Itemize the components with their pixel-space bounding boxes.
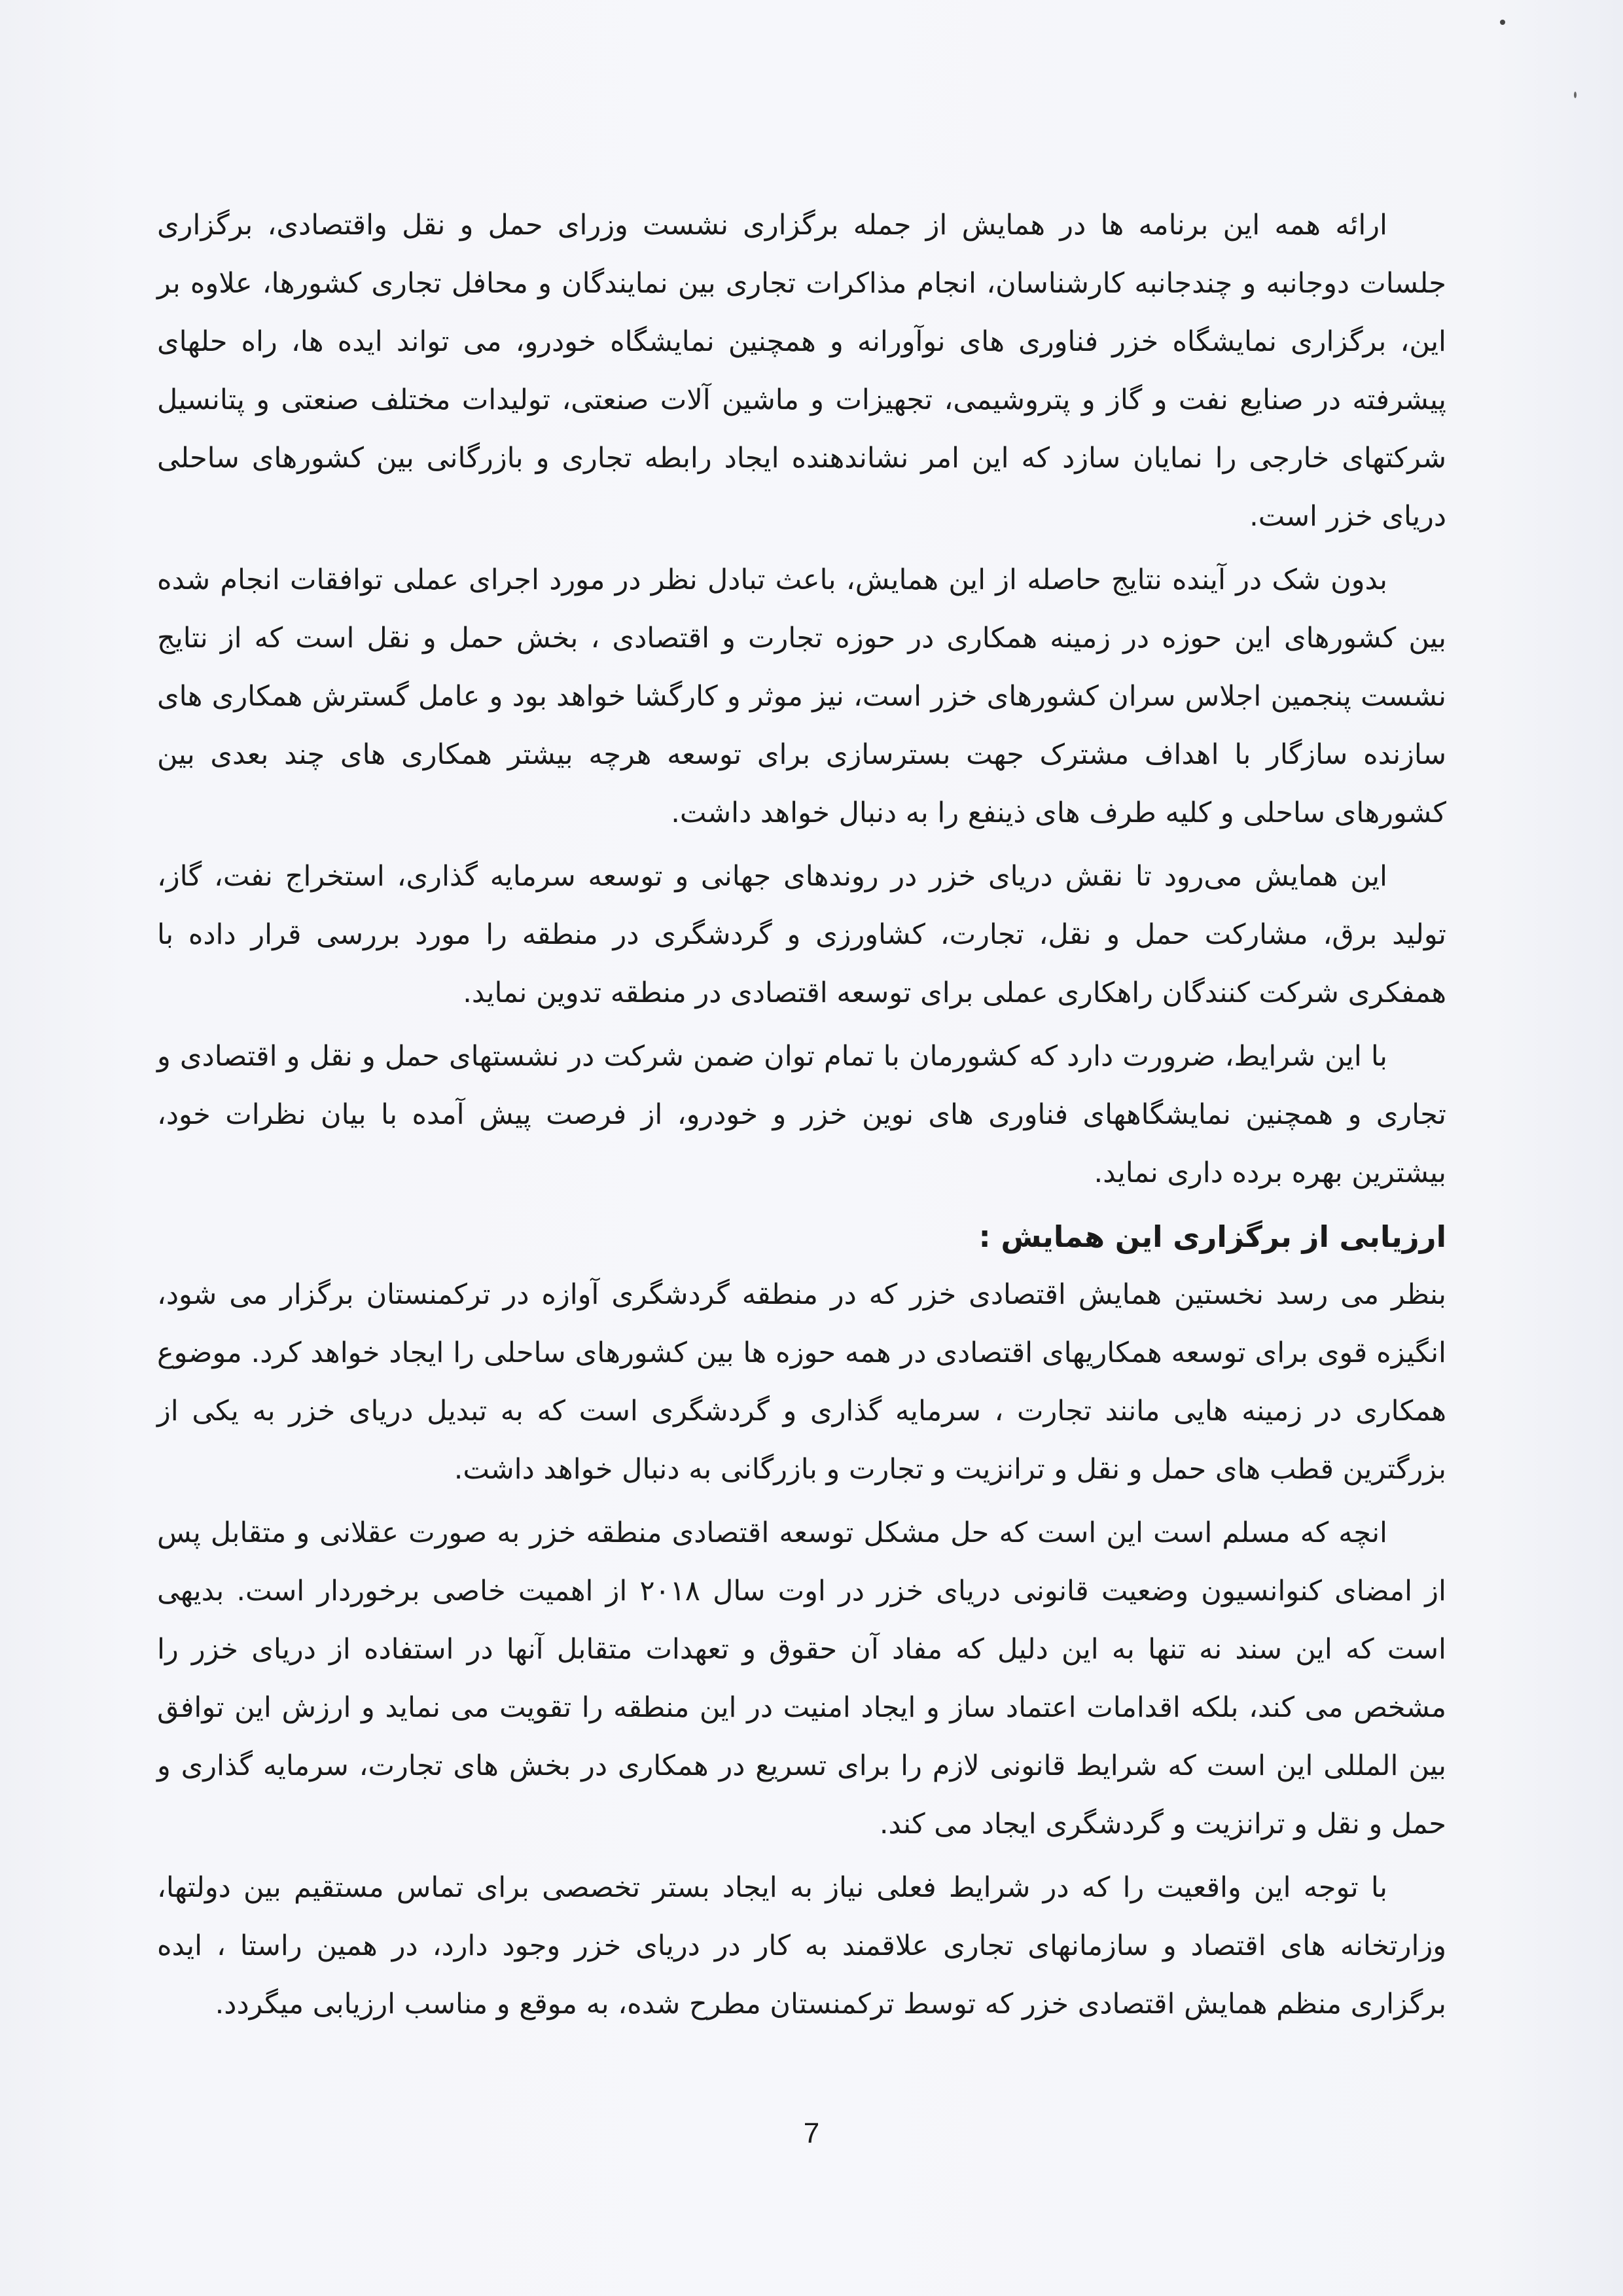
paragraph-3: این همایش می‌رود تا نقش دریای خزر در روندهای جهانی و توسعه سرمایه گذاری، استخراج نفت، گاز، تولید برق، مشارکت حمل و نقل، تجارت، کشاورزی و گردشگری در منطقه را مورد بررسی قرار داده با همفکری شرکت کنندگان راهکاری عملی برای توسعه اقتصادی در منطقه تدوین نماید. [157, 860, 1446, 1009]
paragraph-2: بدون شک در آینده نتایج حاصله از این همایش، باعث تبادل نظر در مورد اجرای عملی توافقات انجام شده بین کشورهای این حوزه در زمینه همکاری در حوزه تجارت و اقتصادی ، بخش حمل و نقل است که از نتایج نشست پنجمین اجلاس سران کشورهای خزر است، نیز موثر و کارگشا خواهد بود و عامل گسترش همکاری های سازنده سازگار با اهداف مشترک جهت بسترسازی برای توسعه هرچه بیشتر همکاری های چند بعدی بین کشورهای ساحلی و کلیه طرف های ذینفع را به دنبال خواهد داشت. [157, 564, 1446, 829]
document-body [157, 196, 1446, 2039]
paragraph-4: با این شرایط، ضرورت دارد که کشورمان با تمام توان ضمن شرکت در نشستهای حمل و نقل و اقتصادی و تجاری و همچنین نمایشگاههای فناوری های نوین خزر و خودرو، از فرصت پیش آمده با بیان نظرات خود، بیشترین بهره برده داری نماید. [157, 1040, 1446, 1189]
paragraph-6: انچه که مسلم است این است که حل مشکل توسعه اقتصادی منطقه خزر به صورت عقلانی و متقابل پس از امضای کنوانسیون وضعیت قانونی دریای خزر در اوت سال ۲۰۱۸ از اهمیت خاصی برخوردار است. بدیهی است که این سند نه تنها به این دلیل که مفاد آن حقوق و تعهدات متقابل آنها در استفاده از دریای خزر را مشخص می کند، بلکه اقدامات اعتماد ساز و ایجاد امنیت در این منطقه را تقویت می نماید و ارزش این توافق بین المللی این است که شرایط قانونی لازم را برای تسریع در همکاری در بخش های تجارت، سرمایه گذاری و حمل و نقل و ترانزیت و گردشگری ایجاد می کند. [157, 1516, 1446, 1840]
scan-speck [1500, 20, 1505, 25]
paragraph-7: با توجه این واقعیت را که در شرایط فعلی نیاز به ایجاد بستر تخصصی برای تماس مستقیم بین دولتها، وزارتخانه های اقتصاد و سازمانهای تجاری علاقمند به کار در دریای خزر وجود دارد، در همین راستا ، ایده برگزاری منظم همایش اقتصادی خزر که توسط ترکمنستان مطرح شده، به موقع و مناسب ارزیابی میگردد. [157, 1871, 1446, 2020]
scan-speck [1574, 92, 1577, 98]
page-number: 7 [803, 2117, 820, 2149]
section-heading: ارزیابی از برگزاری این همایش : [978, 1219, 1446, 1254]
paragraph-5: بنظر می رسد نخستین همایش اقتصادی خزر که در منطقه گردشگری آوازه در ترکمنستان برگزار می شود، انگیزه قوی برای توسعه همکاریهای اقتصادی در همه حوزه ها بین کشورهای ساحلی را ایجاد خواهد کرد. موضوع همکاری در زمینه هایی مانند تجارت ، سرمایه گذاری و گردشگری است که به تبدیل دریای خزر به یکی از بزرگترین قطب های حمل و نقل و ترانزیت و تجارت و بازرگانی به دنبال خواهد داشت. [157, 1278, 1446, 1486]
paragraph-1: ارائه همه این برنامه ها در همایش از جمله برگزاری نشست وزرای حمل و نقل واقتصادی، برگزاری جلسات دوجانبه و چندجانبه کارشناسان، انجام مذاکرات تجاری بین نمایندگان و محافل تجاری کشورها، علاوه بر این، برگزاری نمایشگاه خزر فناوری های نوآورانه و همچنین نمایشگاه خودرو، می تواند ایده ها، راه حلهای پیشرفته در صنایع نفت و گاز و پتروشیمی، تجهیزات و ماشین آلات صنعتی، تولیدات مختلف صنعتی و پتانسیل شرکتهای خارجی را نمایان سازد که این امر نشاندهنده ایجاد رابطه تجاری و بازرگانی بین کشورهای ساحلی دریای خزر است. [157, 209, 1446, 533]
